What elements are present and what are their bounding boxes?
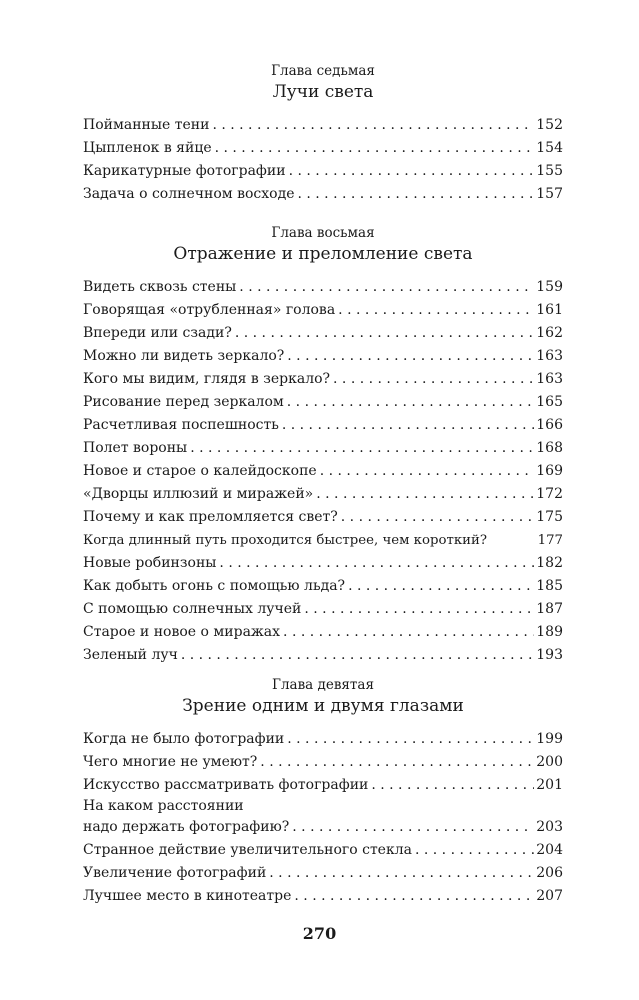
entry-page: 155	[536, 163, 563, 179]
leader-dots	[287, 728, 534, 751]
leader-dots	[239, 276, 534, 299]
entry-page: 201	[536, 777, 563, 793]
entry-page: 200	[536, 754, 563, 770]
entry-page: 159	[536, 279, 563, 295]
entry-page: 165	[536, 394, 563, 410]
leader-dots	[219, 552, 534, 575]
toc-entry	[83, 774, 563, 797]
leader-dots	[320, 460, 535, 483]
chapter-title: Лучи света	[272, 82, 374, 102]
entry-title: Лучшее место в кинотеатре	[83, 888, 292, 904]
toc-entry	[83, 437, 563, 460]
toc-entry	[83, 276, 563, 299]
entry-page: 187	[536, 601, 563, 617]
toc-entry	[83, 483, 563, 506]
entry-title: Увеличение фотографий	[83, 865, 267, 881]
leader-dots	[348, 575, 534, 598]
toc-entry	[83, 345, 563, 368]
entry-title: Можно ли видеть зеркало?	[83, 348, 285, 364]
entry-page: 175	[536, 509, 563, 525]
entry-page: 206	[536, 865, 563, 881]
entry-page: 163	[536, 348, 563, 364]
entry-page: 166	[536, 417, 563, 433]
entry-title: Пойманные тени	[83, 117, 210, 133]
chapter-seven	[83, 62, 563, 206]
entry-title: Как добыть огонь с помощью льда?	[83, 578, 346, 594]
leader-dots	[190, 437, 534, 460]
leader-dots	[287, 391, 534, 414]
leader-dots	[215, 137, 535, 160]
entry-page: 168	[536, 440, 563, 456]
toc-entry	[83, 621, 563, 644]
leader-dots	[316, 483, 534, 506]
leader-dots	[292, 816, 534, 839]
toc-entry	[83, 816, 563, 839]
entry-title: Расчетливая поспешность	[83, 417, 279, 433]
toc-entry	[83, 506, 563, 529]
toc-entry	[83, 728, 563, 751]
entry-page: 204	[536, 842, 563, 858]
toc-entry	[83, 598, 563, 621]
leader-dots	[282, 414, 534, 437]
entry-title: Рисование перед зеркалом	[83, 394, 284, 410]
entry-page: 189	[536, 624, 563, 640]
chapter-eight	[83, 224, 563, 667]
entry-page: 162	[536, 325, 563, 341]
leader-dots	[294, 885, 534, 908]
entry-title: Чего многие не умеют?	[83, 754, 258, 770]
entry-page: 182	[536, 555, 563, 571]
entry-page: 207	[536, 888, 563, 904]
entry-title: Зеленый луч	[83, 647, 178, 663]
toc-entry	[83, 862, 563, 885]
leader-dots	[212, 114, 534, 137]
leader-dots	[269, 862, 534, 885]
toc-entry	[83, 839, 563, 862]
leader-dots	[338, 299, 534, 322]
entry-page: 169	[536, 463, 563, 479]
entry-page: 185	[536, 578, 563, 594]
entry-title: Видеть сквозь стены	[83, 279, 237, 295]
entry-page: 193	[536, 647, 563, 663]
entry-title: Искусство рассматривать фотографии	[83, 777, 369, 793]
toc-entry	[83, 751, 563, 774]
toc-entry-first-line: На каком расстоянии	[83, 798, 244, 814]
toc-entry	[83, 299, 563, 322]
toc-entry	[83, 183, 563, 206]
chapter-title: Отражение и преломление света	[173, 244, 473, 264]
leader-dots	[297, 183, 534, 206]
toc-entry	[83, 529, 563, 552]
entry-title: Полет вороны	[83, 440, 188, 456]
entry-title: Странное действие увеличительного стекла	[83, 842, 412, 858]
toc-entry	[83, 414, 563, 437]
entry-title: Говорящая «отрубленная» голова	[83, 302, 336, 318]
entry-page: 152	[536, 117, 563, 133]
leader-dots	[371, 774, 534, 797]
entry-page: 154	[536, 140, 563, 156]
toc-entry	[83, 644, 563, 667]
leader-dots	[341, 506, 535, 529]
leader-dots	[304, 598, 534, 621]
entry-page: 161	[536, 302, 563, 318]
entry-page: 172	[536, 486, 563, 502]
entry-page: 203	[536, 819, 563, 835]
chapter-label: Глава восьмая	[271, 225, 375, 241]
leader-dots	[283, 621, 534, 644]
entry-page: 199	[536, 731, 563, 747]
entry-title: Новое и старое о калейдоскопе	[83, 463, 317, 479]
leader-dots	[333, 368, 534, 391]
leader-dots	[289, 160, 535, 183]
chapter-label: Глава девятая	[272, 677, 374, 693]
entry-title: Задача о солнечном восходе	[83, 186, 295, 202]
toc-entry	[83, 552, 563, 575]
entry-title: Кого мы видим, глядя в зеркало?	[83, 371, 331, 387]
toc-entry	[83, 885, 563, 908]
chapter-title: Зрение одним и двумя глазами	[182, 696, 464, 716]
entry-title: Когда не было фотографии	[83, 731, 285, 747]
toc-entry	[83, 368, 563, 391]
entry-page: 177	[537, 533, 563, 548]
toc-entry	[83, 322, 563, 345]
entry-title: надо держать фотографию?	[83, 819, 290, 835]
leader-dots	[287, 345, 534, 368]
leader-dots	[181, 644, 534, 667]
toc-entry	[83, 160, 563, 183]
entry-title: Когда длинный путь проходится быстрее, чем короткий?	[83, 533, 488, 548]
leader-dots	[235, 322, 534, 345]
entry-page: 157	[536, 186, 563, 202]
chapter-nine	[83, 676, 563, 908]
entry-title: Цыпленок в яйце	[83, 140, 212, 156]
page-number: 270	[302, 924, 337, 943]
entry-title: Старое и новое о миражах	[83, 624, 281, 640]
entry-title: Впереди или сзади?	[83, 325, 232, 341]
entry-title: Почему и как преломляется свет?	[83, 509, 338, 525]
leader-dots	[260, 751, 534, 774]
entry-title: Карикатурные фотографии	[83, 163, 286, 179]
entry-title: «Дворцы иллюзий и миражей»	[83, 486, 314, 502]
toc-entry	[83, 575, 563, 598]
entry-title: С помощью солнечных лучей	[83, 601, 302, 617]
toc-entry	[83, 391, 563, 414]
chapter-label: Глава седьмая	[271, 63, 375, 79]
toc-entry	[83, 114, 563, 137]
leader-dots	[415, 839, 534, 862]
entry-title: Новые робинзоны	[83, 555, 217, 571]
toc-entry	[83, 460, 563, 483]
entry-page: 163	[536, 371, 563, 387]
toc-entry	[83, 137, 563, 160]
